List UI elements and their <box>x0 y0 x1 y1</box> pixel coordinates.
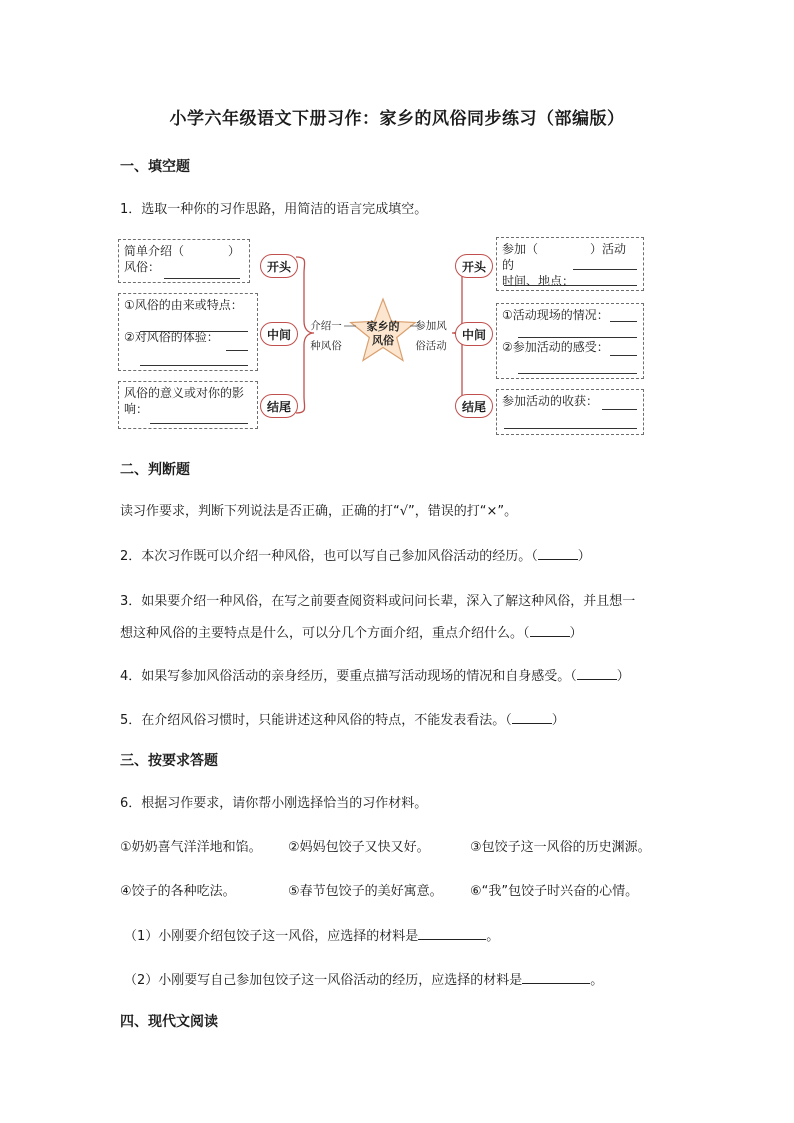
question-5-text: 5．在介绍风俗习惯时，只能讲述这种风俗的特点，不能发表看法。（ <box>120 713 512 728</box>
material-2: ②妈妈包饺子又快又好。 <box>288 840 430 855</box>
right-ending-label: 参加活动的收获： <box>502 394 599 408</box>
blank-line[interactable] <box>226 350 248 351</box>
label-participate-line-2: 俗活动 <box>415 340 447 352</box>
question-6-part-1-text: （1）小刚要介绍包饺子这一风俗，应选择的材料是 <box>124 929 419 944</box>
blank-line[interactable] <box>140 331 248 332</box>
question-3-text: 想这种风俗的主要特点是什么，可以分几个方面介绍，重点介绍什么。（ <box>120 626 530 641</box>
answer-blank-q6-1[interactable] <box>418 925 486 940</box>
close-paren: ） <box>569 626 583 641</box>
question-4-text: 4．如果写参加风俗活动的亲身经历，要重点描写活动现场的情况和自身感受。（ <box>120 669 577 684</box>
tag-opening-right: 开头 <box>455 254 493 278</box>
section-heading-answer: 三、按要求答题 <box>120 753 218 769</box>
answer-blank-q6-2[interactable] <box>522 969 590 984</box>
answer-blank-q2[interactable] <box>538 545 578 560</box>
blank-line[interactable] <box>504 428 637 429</box>
judge-instructions: 读习作要求，判断下列说法是否正确，正确的打“√”，错误的打“×”。 <box>120 504 518 519</box>
question-2 <box>120 545 591 564</box>
question-3-line-2 <box>120 622 583 641</box>
blank-line[interactable] <box>518 373 637 374</box>
label-introduce-line-1: 介绍一 <box>310 320 342 332</box>
answer-blank-q4[interactable] <box>577 665 617 680</box>
left-box-middle <box>118 293 258 371</box>
left-opening-label: 简单介绍（ <box>124 244 185 258</box>
right-opening-label-2: ）活动的 <box>502 242 627 272</box>
right-box-opening <box>496 237 644 291</box>
tag-opening-left: 开头 <box>260 254 298 278</box>
question-6-part-2-text: （2）小刚要写自己参加包饺子这一风俗活动的经历，应选择的材料是 <box>124 973 523 988</box>
writing-outline-diagram <box>118 233 648 439</box>
label-participate-activity <box>411 319 451 353</box>
question-5 <box>120 709 565 728</box>
left-middle-item-1: ①风俗的由来或特点： <box>124 298 243 312</box>
section-heading-fill-blank: 一、填空题 <box>120 159 190 175</box>
blank-line[interactable] <box>573 269 637 270</box>
period: 。 <box>486 929 500 944</box>
material-5: ⑤春节包饺子的美好寓意。 <box>288 884 443 899</box>
close-paren: ） <box>551 713 565 728</box>
left-box-ending <box>118 381 258 429</box>
blank-line[interactable] <box>518 337 637 338</box>
answer-blank-q5[interactable] <box>512 709 552 724</box>
blank-line[interactable] <box>164 278 240 279</box>
center-star-text <box>363 320 403 348</box>
right-opening-label: 参加（ <box>502 242 539 256</box>
question-6-part-1 <box>124 925 499 944</box>
blank-line[interactable] <box>504 285 637 286</box>
tag-middle-right: 中间 <box>455 322 493 346</box>
right-middle-item-1: ①活动现场的情况： <box>502 308 609 322</box>
question-2-text: 2．本次习作既可以介绍一种风俗，也可以写自己参加风俗活动的经历。（ <box>120 549 538 564</box>
blank-line[interactable] <box>602 409 637 410</box>
blank-line[interactable] <box>610 321 637 322</box>
material-6: ⑥“我”包饺子时兴奋的心情。 <box>470 884 639 899</box>
left-ending-label: 风俗的意义或对你的影 <box>124 386 245 400</box>
right-opening-time-label: 时间、地点： <box>502 274 575 288</box>
tag-middle-left: 中间 <box>260 322 298 346</box>
material-1: ①奶奶喜气洋洋地和馅。 <box>120 840 262 855</box>
left-ending-label-2: 响： <box>124 402 149 416</box>
label-introduce-line-2: 种风俗 <box>310 340 342 352</box>
section-heading-judge: 二、判断题 <box>120 462 190 478</box>
page-title: 小学六年级语文下册习作：家乡的风俗同步练习（部编版） <box>169 109 625 129</box>
center-text-line-1: 家乡的 <box>366 320 400 333</box>
period: 。 <box>590 973 604 988</box>
blank-line[interactable] <box>150 423 248 424</box>
question-1: 1．选取一种你的习作思路，用简洁的语言完成填空。 <box>120 202 428 217</box>
center-text-line-2: 风俗 <box>372 334 394 347</box>
blank-line[interactable] <box>610 355 637 356</box>
section-heading-reading: 四、现代文阅读 <box>120 1014 218 1030</box>
question-4 <box>120 665 630 684</box>
close-paren: ） <box>616 669 630 684</box>
close-paren: ） <box>577 549 591 564</box>
left-opening-paren: ） <box>228 244 241 258</box>
left-opening-custom-label: 风俗： <box>124 260 161 274</box>
tag-ending-right: 结尾 <box>455 394 493 418</box>
answer-blank-q3[interactable] <box>530 622 570 637</box>
label-introduce-custom <box>306 319 346 353</box>
left-box-opening <box>118 239 250 283</box>
label-participate-line-1: 参加风 <box>415 320 447 332</box>
right-box-middle <box>496 303 644 379</box>
right-middle-item-2: ②参加活动的感受： <box>502 340 609 354</box>
left-middle-item-2: ②对风俗的体验： <box>124 330 219 344</box>
material-4: ④饺子的各种吃法。 <box>120 884 236 899</box>
tag-ending-left: 结尾 <box>260 394 298 418</box>
question-6: 6．根据习作要求，请你帮小刚选择恰当的习作材料。 <box>120 796 428 811</box>
question-3-line-1: 3．如果要介绍一种风俗，在写之前要查阅资料或问问长辈，深入了解这种风俗，并且想一 <box>120 594 636 609</box>
blank-line[interactable] <box>140 365 248 366</box>
material-3: ③包饺子这一风俗的历史渊源。 <box>470 840 651 855</box>
question-6-part-2 <box>124 969 603 988</box>
